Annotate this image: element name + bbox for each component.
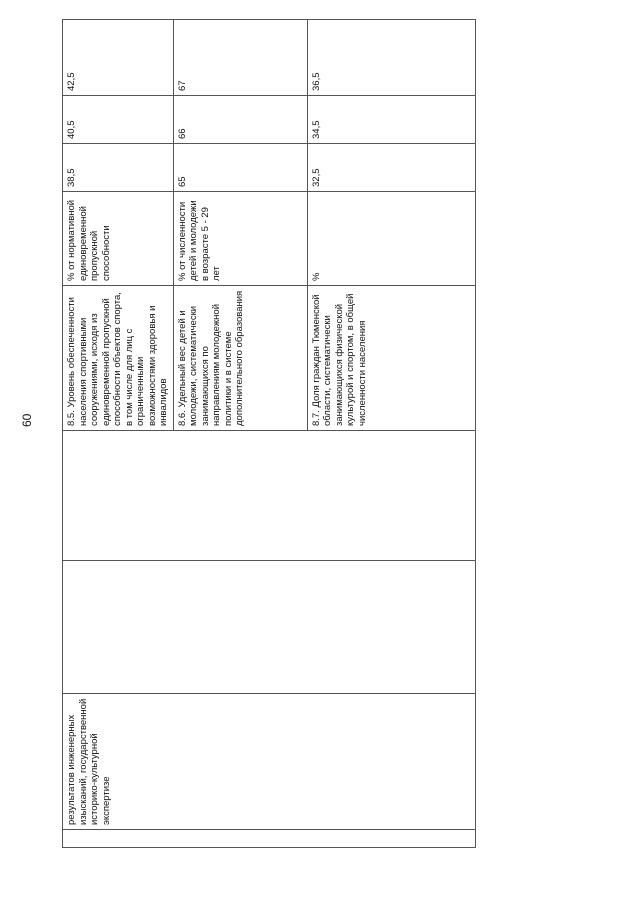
unit-cell: % от нормативной единовременной пропускной способности bbox=[63, 192, 174, 286]
value-cell: 66 bbox=[173, 96, 307, 144]
indicator-cell: 8.7. Доля граждан Тюменской области, систематически занимающихся физической культурой и спортом, в общей численности населения bbox=[307, 286, 475, 431]
value-cell: 32,5 bbox=[307, 144, 475, 192]
value-cell: 67 bbox=[173, 20, 307, 96]
value-cell: 40,5 bbox=[63, 96, 174, 144]
table-cell bbox=[63, 561, 476, 694]
table-cell: результатов инженерных изысканий, государственной историко-культурной экспертизе bbox=[63, 694, 476, 830]
indicator-table bbox=[62, 19, 476, 848]
value-cell: 42,5 bbox=[63, 20, 174, 96]
page-number: 60 bbox=[20, 413, 34, 427]
unit-cell: % bbox=[307, 192, 475, 286]
value-cell: 34,5 bbox=[307, 96, 475, 144]
indicator-cell: 8.5. Уровень обеспеченности населения спортивными сооружениями, исходя из единовременной пропускной способности объектов спорта, в том числе для лиц с ограниченными возможностями здоровья и инвалидов bbox=[63, 286, 174, 431]
value-cell: 38,5 bbox=[63, 144, 174, 192]
table-row bbox=[63, 20, 174, 848]
value-cell: 65 bbox=[173, 144, 307, 192]
unit-cell: % от численности детей и молодежи в возрасте 5 - 29 лет bbox=[173, 192, 307, 286]
indicator-cell: 8.6. Удельный вес детей и молодежи, систематически занимающихся по направлениям молодежной политики и в системе дополнительного образования bbox=[173, 286, 307, 431]
table-cell bbox=[63, 431, 476, 561]
value-cell: 36,5 bbox=[307, 20, 475, 96]
rotated-table bbox=[62, 20, 462, 848]
table-cell bbox=[63, 830, 476, 848]
